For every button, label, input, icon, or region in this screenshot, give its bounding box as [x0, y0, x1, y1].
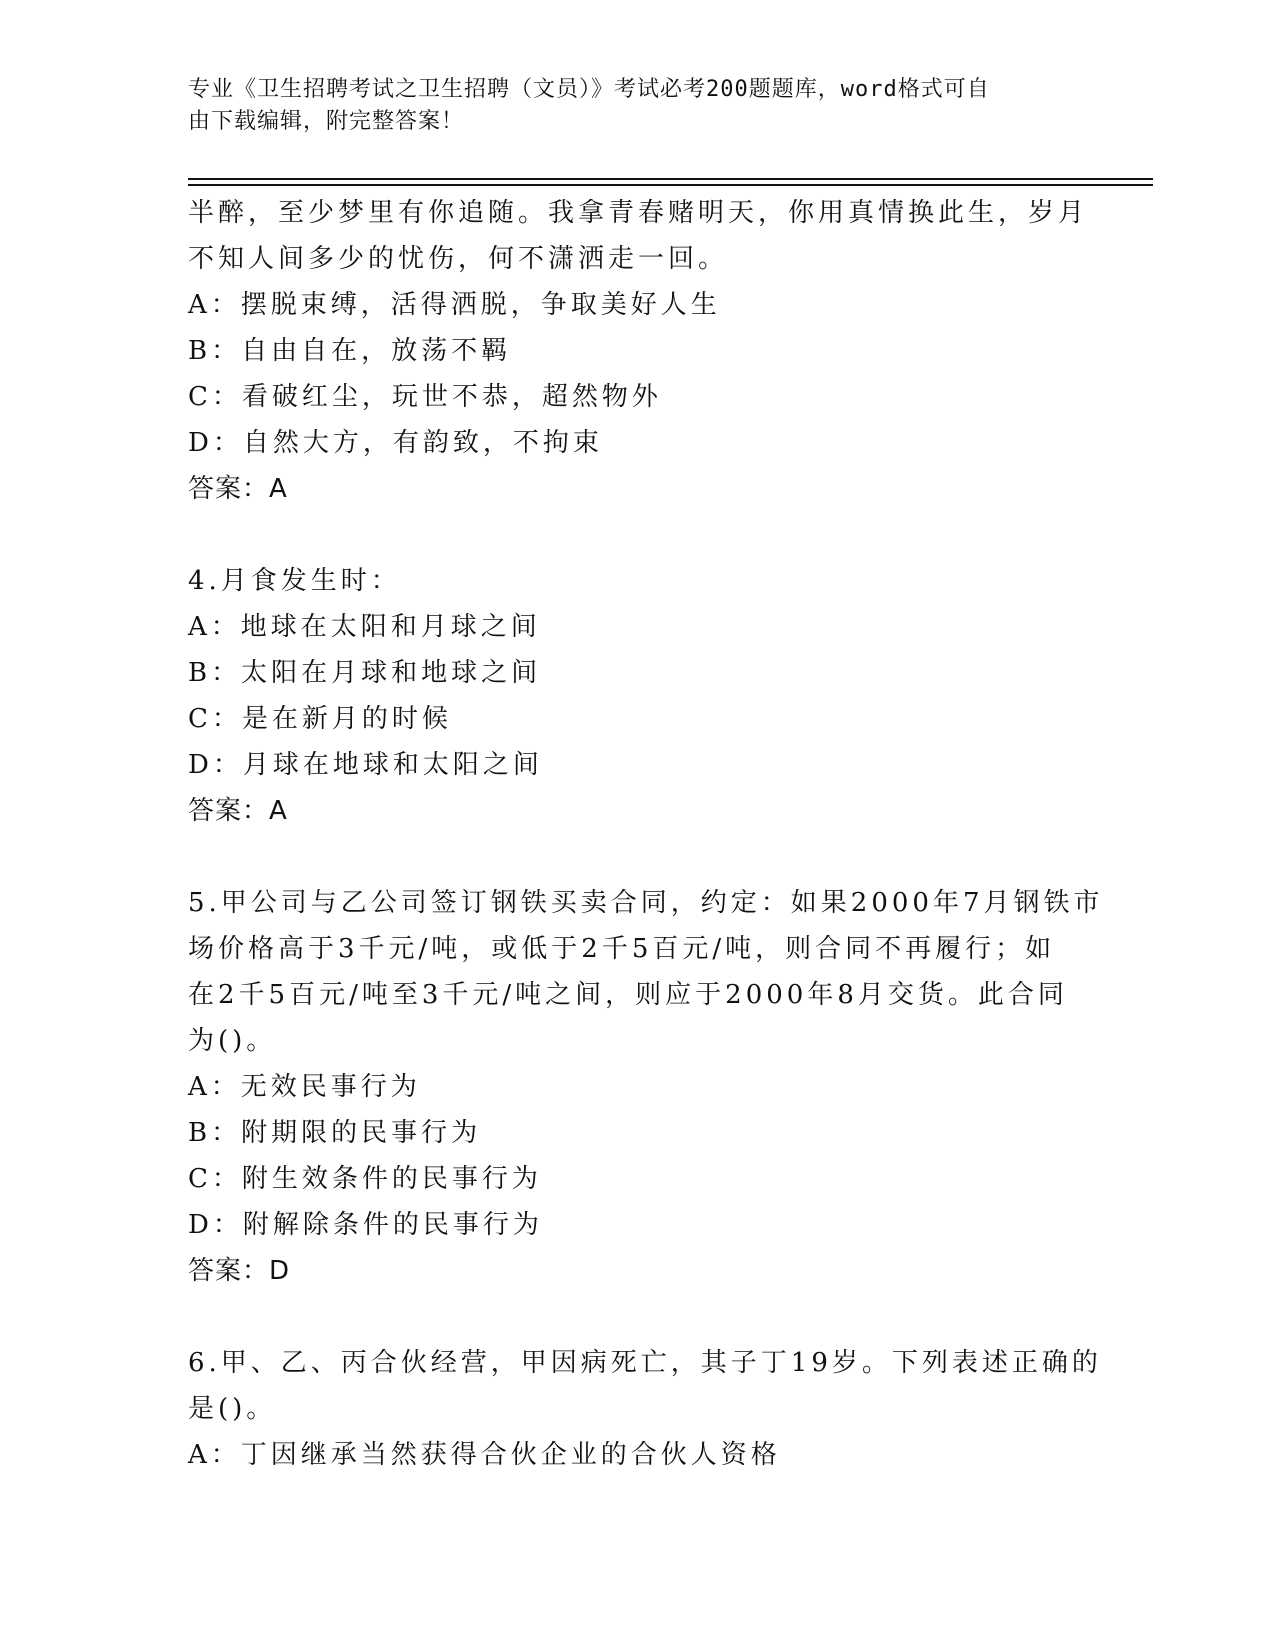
question-4 [188, 558, 1078, 834]
spacer [188, 834, 1078, 880]
question-3-continuation [188, 190, 1089, 512]
option-d: D：附解除条件的民事行为 [188, 1210, 543, 1240]
option-a: A：丁因继承当然获得合伙企业的合伙人资格 [188, 1440, 781, 1470]
option-c: C：看破红尘，玩世不恭，超然物外 [188, 382, 662, 412]
option-d: D：月球在地球和太阳之间 [188, 750, 543, 780]
question-text-line: 4.月食发生时： [188, 566, 401, 596]
option-a: A：地球在太阳和月球之间 [188, 612, 541, 642]
question-text-line: 6.甲、乙、丙合伙经营，甲因病死亡，其子丁19岁。下列表述正确的 [188, 1348, 1102, 1378]
option-c: C：附生效条件的民事行为 [188, 1164, 542, 1194]
question-text-line: 5.甲公司与乙公司签订钢铁买卖合同，约定：如果2000年7月钢铁市 [188, 888, 1104, 918]
header-divider-bottom [188, 184, 1153, 186]
answer-line: 答案：A [188, 796, 288, 826]
spacer [188, 1294, 1078, 1340]
question-text-line: 在2千5百元/吨至3千元/吨之间，则应于2000年8月交货。此合同 [188, 980, 1068, 1010]
option-a: A：无效民事行为 [188, 1072, 421, 1102]
spacer [188, 512, 1078, 558]
question-5 [188, 880, 1104, 1294]
header-line-1: 专业《卫生招聘考试之卫生招聘（文员）》考试必考200题题库，word格式可自 [188, 77, 990, 102]
option-c: C：是在新月的时候 [188, 704, 452, 734]
answer-line: 答案：A [188, 474, 288, 504]
question-text-line: 场价格高于3千元/吨，或低于2千5百元/吨，则合同不再履行；如 [188, 934, 1056, 964]
option-a: A：摆脱束缚，活得洒脱，争取美好人生 [188, 290, 721, 320]
option-b: B：太阳在月球和地球之间 [188, 658, 542, 688]
header-line-2: 由下载编辑，附完整答案！ [188, 109, 465, 134]
option-b: B：附期限的民事行为 [188, 1118, 482, 1148]
option-b: B：自由自在，放荡不羁 [188, 336, 512, 366]
question-6 [188, 1340, 1102, 1478]
question-text-line: 不知人间多少的忧伤，何不潇洒走一回。 [188, 244, 729, 274]
answer-line: 答案：D [188, 1256, 291, 1286]
question-text-line: 半醉，至少梦里有你追随。我拿青春赌明天，你用真情换此生，岁月 [188, 198, 1089, 228]
option-d: D：自然大方，有韵致，不拘束 [188, 428, 603, 458]
question-text-line: 是()。 [188, 1394, 277, 1424]
question-text-line: 为()。 [188, 1026, 277, 1056]
header-divider-top [188, 178, 1153, 180]
document-header [188, 74, 1068, 138]
document-body [188, 190, 1104, 1478]
